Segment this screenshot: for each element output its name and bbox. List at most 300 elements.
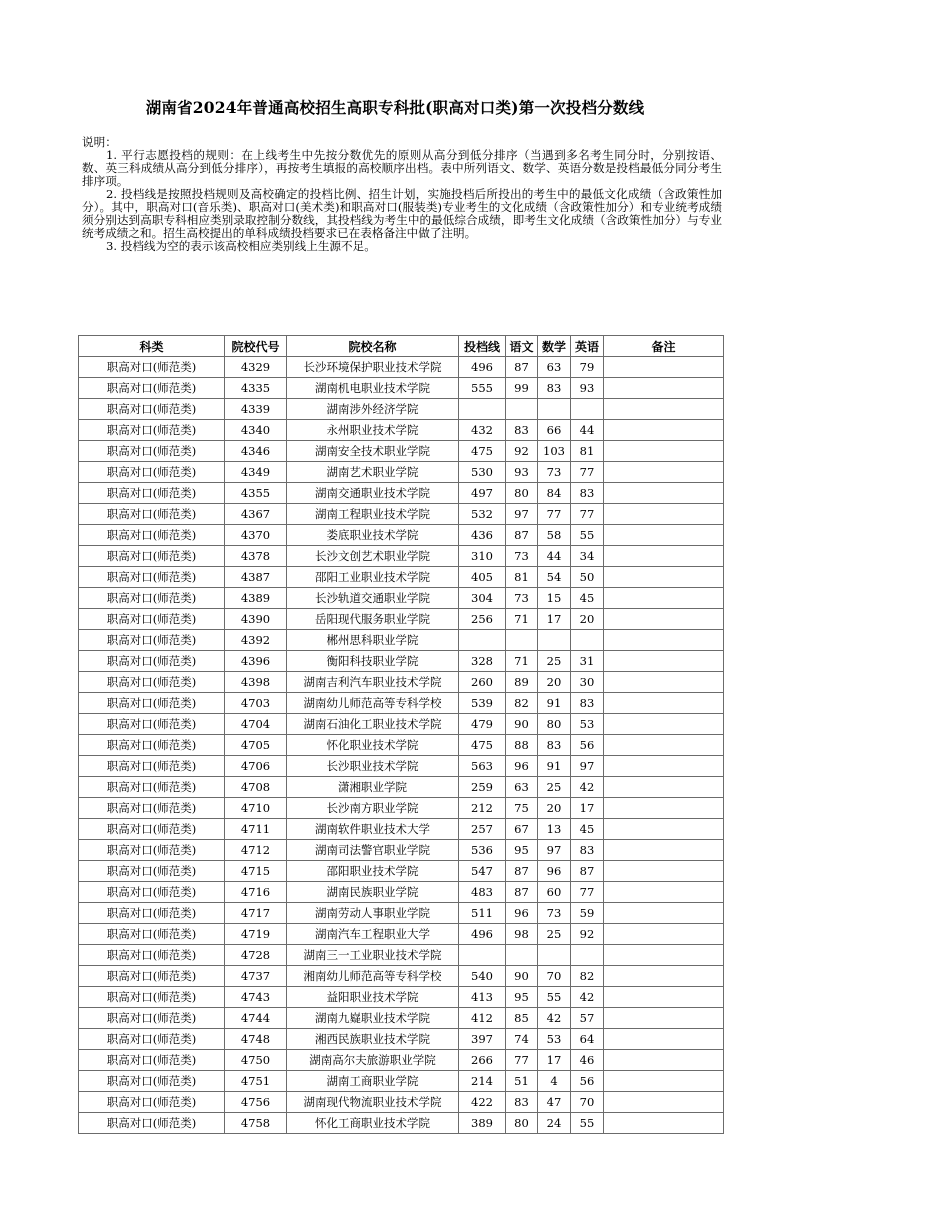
cell-cutoff: 540 — [459, 966, 506, 987]
cell-category: 职高对口(师范类) — [79, 441, 225, 462]
cell-chinese: 88 — [506, 735, 538, 756]
table-row — [79, 567, 724, 588]
cell-cutoff: 328 — [459, 651, 506, 672]
cell-category: 职高对口(师范类) — [79, 756, 225, 777]
cell-remarks — [604, 882, 724, 903]
cell-remarks — [604, 462, 724, 483]
cell-english: 77 — [571, 882, 604, 903]
cell-remarks — [604, 630, 724, 651]
cell-school-name: 湖南劳动人事职业学院 — [287, 903, 459, 924]
cell-category: 职高对口(师范类) — [79, 777, 225, 798]
cell-school-code: 4716 — [225, 882, 287, 903]
cell-cutoff — [459, 945, 506, 966]
table-row — [79, 1113, 724, 1134]
cell-math: 103 — [538, 441, 571, 462]
cell-remarks — [604, 378, 724, 399]
cell-cutoff: 310 — [459, 546, 506, 567]
cell-chinese: 71 — [506, 609, 538, 630]
cell-school-code: 4703 — [225, 693, 287, 714]
cell-english: 20 — [571, 609, 604, 630]
cell-school-code: 4329 — [225, 357, 287, 378]
cell-english: 56 — [571, 1071, 604, 1092]
cell-category: 职高对口(师范类) — [79, 840, 225, 861]
cell-chinese: 85 — [506, 1008, 538, 1029]
cell-school-name: 湖南交通职业技术学院 — [287, 483, 459, 504]
cell-school-name: 湖南机电职业技术学院 — [287, 378, 459, 399]
table-row — [79, 1050, 724, 1071]
cell-category: 职高对口(师范类) — [79, 504, 225, 525]
table-row — [79, 924, 724, 945]
header-remarks: 备注 — [604, 336, 724, 357]
cell-math: 17 — [538, 1050, 571, 1071]
table-row — [79, 966, 724, 987]
cell-math: 54 — [538, 567, 571, 588]
cell-chinese: 73 — [506, 588, 538, 609]
cell-school-name: 长沙轨道交通职业学院 — [287, 588, 459, 609]
cell-english: 77 — [571, 504, 604, 525]
note-item-2: 2. 投档线是按照投档规则及高校确定的投档比例、招生计划，实施投档后所投出的考生中的最低文化成绩（含政策性加分）。其中，职高对口(音乐类)、职高对口(美术类)和职高对口(服装类)专业考生的文化成绩（含政策性加分）和专业统考成绩须分别达到高职专科相应类别录取控制分数线，其投档线为考生中的最低综合成绩，即考生文化成绩（含政策性加分）与专业统考成绩之和。招生高校提出的单科成绩投档要求已在表格备注中做了注明。 — [82, 187, 722, 240]
cell-remarks — [604, 1050, 724, 1071]
cell-cutoff — [459, 399, 506, 420]
cell-school-name: 湖南软件职业技术大学 — [287, 819, 459, 840]
cell-school-name: 湖南安全技术职业学院 — [287, 441, 459, 462]
cell-school-code: 4758 — [225, 1113, 287, 1134]
cell-math: 47 — [538, 1092, 571, 1113]
cell-cutoff: 555 — [459, 378, 506, 399]
table-row — [79, 399, 724, 420]
cell-category: 职高对口(师范类) — [79, 945, 225, 966]
cell-remarks — [604, 609, 724, 630]
cell-english: 64 — [571, 1029, 604, 1050]
cell-chinese: 87 — [506, 357, 538, 378]
cell-math: 80 — [538, 714, 571, 735]
cell-cutoff: 563 — [459, 756, 506, 777]
cell-english: 30 — [571, 672, 604, 693]
cell-remarks — [604, 924, 724, 945]
cell-school-code: 4756 — [225, 1092, 287, 1113]
cell-remarks — [604, 357, 724, 378]
cell-category: 职高对口(师范类) — [79, 987, 225, 1008]
cell-school-code: 4706 — [225, 756, 287, 777]
cell-category: 职高对口(师范类) — [79, 735, 225, 756]
cell-chinese: 63 — [506, 777, 538, 798]
cell-school-code: 4751 — [225, 1071, 287, 1092]
cell-english — [571, 399, 604, 420]
cell-remarks — [604, 777, 724, 798]
cell-math: 4 — [538, 1071, 571, 1092]
cell-chinese: 95 — [506, 987, 538, 1008]
cell-english: 46 — [571, 1050, 604, 1071]
table-row — [79, 1071, 724, 1092]
table-row — [79, 861, 724, 882]
cell-cutoff: 483 — [459, 882, 506, 903]
table-row — [79, 819, 724, 840]
cell-remarks — [604, 420, 724, 441]
cell-chinese: 83 — [506, 420, 538, 441]
cell-english: 79 — [571, 357, 604, 378]
cell-math: 63 — [538, 357, 571, 378]
cell-english: 53 — [571, 714, 604, 735]
cell-school-code: 4708 — [225, 777, 287, 798]
cell-category: 职高对口(师范类) — [79, 1071, 225, 1092]
table-row — [79, 546, 724, 567]
cell-category: 职高对口(师范类) — [79, 861, 225, 882]
cell-chinese — [506, 399, 538, 420]
cell-chinese: 71 — [506, 651, 538, 672]
cell-school-code: 4737 — [225, 966, 287, 987]
cell-school-code: 4349 — [225, 462, 287, 483]
header-school-code: 院校代号 — [225, 336, 287, 357]
table-row — [79, 588, 724, 609]
cell-remarks — [604, 588, 724, 609]
cell-math: 20 — [538, 672, 571, 693]
table-row — [79, 735, 724, 756]
cell-cutoff: 260 — [459, 672, 506, 693]
cell-school-code: 4367 — [225, 504, 287, 525]
cell-english: 44 — [571, 420, 604, 441]
cell-chinese — [506, 630, 538, 651]
header-category: 科类 — [79, 336, 225, 357]
cell-chinese: 90 — [506, 714, 538, 735]
cell-english: 70 — [571, 1092, 604, 1113]
cell-chinese: 67 — [506, 819, 538, 840]
cell-category: 职高对口(师范类) — [79, 798, 225, 819]
cell-chinese: 82 — [506, 693, 538, 714]
cell-english: 56 — [571, 735, 604, 756]
cell-remarks — [604, 966, 724, 987]
cell-english: 45 — [571, 819, 604, 840]
cell-school-code: 4370 — [225, 525, 287, 546]
cell-cutoff: 436 — [459, 525, 506, 546]
cell-chinese: 95 — [506, 840, 538, 861]
cell-category: 职高对口(师范类) — [79, 630, 225, 651]
header-school-name: 院校名称 — [287, 336, 459, 357]
cell-remarks — [604, 651, 724, 672]
cell-chinese: 87 — [506, 882, 538, 903]
cell-school-name: 湖南三一工业职业技术学院 — [287, 945, 459, 966]
cell-school-code: 4710 — [225, 798, 287, 819]
cell-math — [538, 945, 571, 966]
cell-cutoff: 389 — [459, 1113, 506, 1134]
cell-category: 职高对口(师范类) — [79, 819, 225, 840]
table-row — [79, 1029, 724, 1050]
cell-english: 45 — [571, 588, 604, 609]
cell-school-code: 4392 — [225, 630, 287, 651]
table-body — [79, 357, 724, 1134]
table-row — [79, 420, 724, 441]
cell-math: 97 — [538, 840, 571, 861]
table-row — [79, 504, 724, 525]
cell-math: 70 — [538, 966, 571, 987]
cell-cutoff: 496 — [459, 924, 506, 945]
cell-english: 42 — [571, 777, 604, 798]
table-row — [79, 441, 724, 462]
cell-cutoff: 256 — [459, 609, 506, 630]
cell-cutoff: 257 — [459, 819, 506, 840]
cell-math — [538, 630, 571, 651]
table-row — [79, 525, 724, 546]
table-row — [79, 756, 724, 777]
cell-school-code: 4389 — [225, 588, 287, 609]
cell-math: 73 — [538, 462, 571, 483]
cell-remarks — [604, 1113, 724, 1134]
cell-cutoff: 475 — [459, 441, 506, 462]
cell-cutoff: 530 — [459, 462, 506, 483]
cell-math: 44 — [538, 546, 571, 567]
cell-remarks — [604, 567, 724, 588]
cell-cutoff: 422 — [459, 1092, 506, 1113]
cell-chinese — [506, 945, 538, 966]
cell-category: 职高对口(师范类) — [79, 525, 225, 546]
cell-cutoff: 259 — [459, 777, 506, 798]
header-cutoff: 投档线 — [459, 336, 506, 357]
cell-cutoff: 214 — [459, 1071, 506, 1092]
cell-category: 职高对口(师范类) — [79, 588, 225, 609]
header-math: 数学 — [538, 336, 571, 357]
cell-chinese: 83 — [506, 1092, 538, 1113]
cell-chinese: 99 — [506, 378, 538, 399]
cell-cutoff: 212 — [459, 798, 506, 819]
cell-english: 87 — [571, 861, 604, 882]
cell-chinese: 74 — [506, 1029, 538, 1050]
cell-school-name: 怀化工商职业技术学院 — [287, 1113, 459, 1134]
cell-school-name: 湖南司法警官职业学院 — [287, 840, 459, 861]
cell-school-code: 4355 — [225, 483, 287, 504]
table-row — [79, 945, 724, 966]
cell-cutoff: 479 — [459, 714, 506, 735]
cell-english: 34 — [571, 546, 604, 567]
cell-english: 83 — [571, 483, 604, 504]
cell-category: 职高对口(师范类) — [79, 546, 225, 567]
cell-school-name: 娄底职业技术学院 — [287, 525, 459, 546]
cell-school-code: 4711 — [225, 819, 287, 840]
cell-category: 职高对口(师范类) — [79, 693, 225, 714]
cell-math: 91 — [538, 693, 571, 714]
cell-school-code: 4704 — [225, 714, 287, 735]
cell-remarks — [604, 399, 724, 420]
cell-remarks — [604, 903, 724, 924]
cell-school-name: 邵阳工业职业技术学院 — [287, 567, 459, 588]
cell-chinese: 89 — [506, 672, 538, 693]
cell-chinese: 81 — [506, 567, 538, 588]
cell-cutoff: 432 — [459, 420, 506, 441]
cell-school-code: 4748 — [225, 1029, 287, 1050]
table-row — [79, 378, 724, 399]
cell-school-code: 4715 — [225, 861, 287, 882]
cell-school-code: 4390 — [225, 609, 287, 630]
cell-school-name: 长沙文创艺术职业学院 — [287, 546, 459, 567]
cell-category: 职高对口(师范类) — [79, 924, 225, 945]
cell-cutoff: 475 — [459, 735, 506, 756]
cell-chinese: 96 — [506, 903, 538, 924]
cell-math: 15 — [538, 588, 571, 609]
cell-cutoff: 511 — [459, 903, 506, 924]
cell-category: 职高对口(师范类) — [79, 966, 225, 987]
score-table — [78, 335, 724, 1134]
cell-school-code: 4719 — [225, 924, 287, 945]
cell-school-name: 湖南石油化工职业技术学院 — [287, 714, 459, 735]
cell-math: 66 — [538, 420, 571, 441]
cell-remarks — [604, 945, 724, 966]
cell-english: 55 — [571, 525, 604, 546]
cell-chinese: 73 — [506, 546, 538, 567]
cell-math: 96 — [538, 861, 571, 882]
cell-school-code: 4340 — [225, 420, 287, 441]
cell-english: 59 — [571, 903, 604, 924]
cell-school-code: 4744 — [225, 1008, 287, 1029]
cell-math: 58 — [538, 525, 571, 546]
table-row — [79, 882, 724, 903]
page-title: 湖南省2024年普通高校招生高职专科批(职高对口类)第一次投档分数线 — [145, 98, 645, 117]
cell-remarks — [604, 693, 724, 714]
cell-school-name: 湖南民族职业学院 — [287, 882, 459, 903]
table-row — [79, 672, 724, 693]
cell-cutoff: 413 — [459, 987, 506, 1008]
cell-category: 职高对口(师范类) — [79, 609, 225, 630]
cell-remarks — [604, 861, 724, 882]
cell-remarks — [604, 987, 724, 1008]
cell-school-name: 湖南涉外经济学院 — [287, 399, 459, 420]
cell-school-code: 4728 — [225, 945, 287, 966]
cell-school-name: 潇湘职业学院 — [287, 777, 459, 798]
cell-math: 25 — [538, 924, 571, 945]
cell-cutoff — [459, 630, 506, 651]
cell-category: 职高对口(师范类) — [79, 420, 225, 441]
cell-cutoff: 496 — [459, 357, 506, 378]
cell-category: 职高对口(师范类) — [79, 714, 225, 735]
table-header-row — [79, 336, 724, 357]
cell-school-code: 4387 — [225, 567, 287, 588]
cell-chinese: 97 — [506, 504, 538, 525]
cell-school-name: 益阳职业技术学院 — [287, 987, 459, 1008]
table-row — [79, 1092, 724, 1113]
cell-math: 55 — [538, 987, 571, 1008]
cell-school-code: 4705 — [225, 735, 287, 756]
cell-chinese: 80 — [506, 483, 538, 504]
cell-english: 97 — [571, 756, 604, 777]
table-row — [79, 462, 724, 483]
cell-category: 职高对口(师范类) — [79, 903, 225, 924]
cell-school-code: 4346 — [225, 441, 287, 462]
cell-school-name: 湖南高尔夫旅游职业学院 — [287, 1050, 459, 1071]
cell-math: 91 — [538, 756, 571, 777]
cell-school-name: 长沙南方职业学院 — [287, 798, 459, 819]
cell-school-code: 4743 — [225, 987, 287, 1008]
cell-english: 17 — [571, 798, 604, 819]
table-row — [79, 483, 724, 504]
cell-school-name: 湘西民族职业技术学院 — [287, 1029, 459, 1050]
cell-math: 20 — [538, 798, 571, 819]
cell-remarks — [604, 672, 724, 693]
cell-remarks — [604, 756, 724, 777]
cell-category: 职高对口(师范类) — [79, 1050, 225, 1071]
cell-school-code: 4750 — [225, 1050, 287, 1071]
cell-school-name: 湖南工商职业学院 — [287, 1071, 459, 1092]
cell-school-name: 湖南艺术职业学院 — [287, 462, 459, 483]
note-item-3: 3. 投档线为空的表示该高校相应类别线上生源不足。 — [106, 239, 376, 253]
table-row — [79, 609, 724, 630]
cell-english: 83 — [571, 693, 604, 714]
table-row — [79, 777, 724, 798]
header-chinese: 语文 — [506, 336, 538, 357]
cell-school-name: 怀化职业技术学院 — [287, 735, 459, 756]
cell-english: 81 — [571, 441, 604, 462]
cell-cutoff: 536 — [459, 840, 506, 861]
note-item-1: 1. 平行志愿投档的规则：在上线考生中先按分数优先的原则从高分到低分排序（当遇到多名考生同分时，分别按语、数、英三科成绩从高分到低分排序），再按考生填报的高校顺序出档。表中所列语文、数学、英语分数是投档最低分同分考生排序项。 — [82, 148, 722, 188]
cell-school-name: 邵阳职业技术学院 — [287, 861, 459, 882]
cell-english — [571, 630, 604, 651]
cell-chinese: 75 — [506, 798, 538, 819]
cell-school-name: 湖南吉利汽车职业技术学院 — [287, 672, 459, 693]
cell-school-code: 4335 — [225, 378, 287, 399]
cell-category: 职高对口(师范类) — [79, 882, 225, 903]
cell-remarks — [604, 483, 724, 504]
cell-english: 57 — [571, 1008, 604, 1029]
cell-remarks — [604, 714, 724, 735]
cell-category: 职高对口(师范类) — [79, 483, 225, 504]
table-row — [79, 903, 724, 924]
notes-heading: 说明： — [82, 135, 117, 149]
cell-school-name: 湖南汽车工程职业大学 — [287, 924, 459, 945]
cell-chinese: 51 — [506, 1071, 538, 1092]
cell-cutoff: 532 — [459, 504, 506, 525]
cell-math: 83 — [538, 735, 571, 756]
cell-school-code: 4717 — [225, 903, 287, 924]
table-row — [79, 693, 724, 714]
cell-chinese: 93 — [506, 462, 538, 483]
cell-remarks — [604, 1071, 724, 1092]
cell-remarks — [604, 525, 724, 546]
table-row — [79, 357, 724, 378]
cell-chinese: 87 — [506, 525, 538, 546]
cell-school-name: 湖南九嶷职业技术学院 — [287, 1008, 459, 1029]
cell-math: 17 — [538, 609, 571, 630]
cell-school-name: 湖南现代物流职业技术学院 — [287, 1092, 459, 1113]
cell-category: 职高对口(师范类) — [79, 1092, 225, 1113]
cell-school-code: 4378 — [225, 546, 287, 567]
cell-english: 93 — [571, 378, 604, 399]
cell-remarks — [604, 1029, 724, 1050]
cell-chinese: 90 — [506, 966, 538, 987]
cell-cutoff: 412 — [459, 1008, 506, 1029]
table-row — [79, 630, 724, 651]
cell-chinese: 77 — [506, 1050, 538, 1071]
cell-math: 53 — [538, 1029, 571, 1050]
cell-math: 25 — [538, 777, 571, 798]
cell-math: 25 — [538, 651, 571, 672]
cell-category: 职高对口(师范类) — [79, 672, 225, 693]
cell-school-name: 衡阳科技职业学院 — [287, 651, 459, 672]
cell-school-name: 湖南幼儿师范高等专科学校 — [287, 693, 459, 714]
cell-category: 职高对口(师范类) — [79, 651, 225, 672]
cell-chinese: 92 — [506, 441, 538, 462]
cell-english: 42 — [571, 987, 604, 1008]
cell-remarks — [604, 819, 724, 840]
cell-school-name: 长沙职业技术学院 — [287, 756, 459, 777]
cell-remarks — [604, 441, 724, 462]
header-english: 英语 — [571, 336, 604, 357]
cell-school-code: 4398 — [225, 672, 287, 693]
cell-school-code: 4396 — [225, 651, 287, 672]
cell-english: 92 — [571, 924, 604, 945]
cell-cutoff: 547 — [459, 861, 506, 882]
cell-school-name: 湖南工程职业技术学院 — [287, 504, 459, 525]
cell-remarks — [604, 735, 724, 756]
cell-category: 职高对口(师范类) — [79, 399, 225, 420]
cell-category: 职高对口(师范类) — [79, 1029, 225, 1050]
cell-category: 职高对口(师范类) — [79, 462, 225, 483]
cell-category: 职高对口(师范类) — [79, 357, 225, 378]
